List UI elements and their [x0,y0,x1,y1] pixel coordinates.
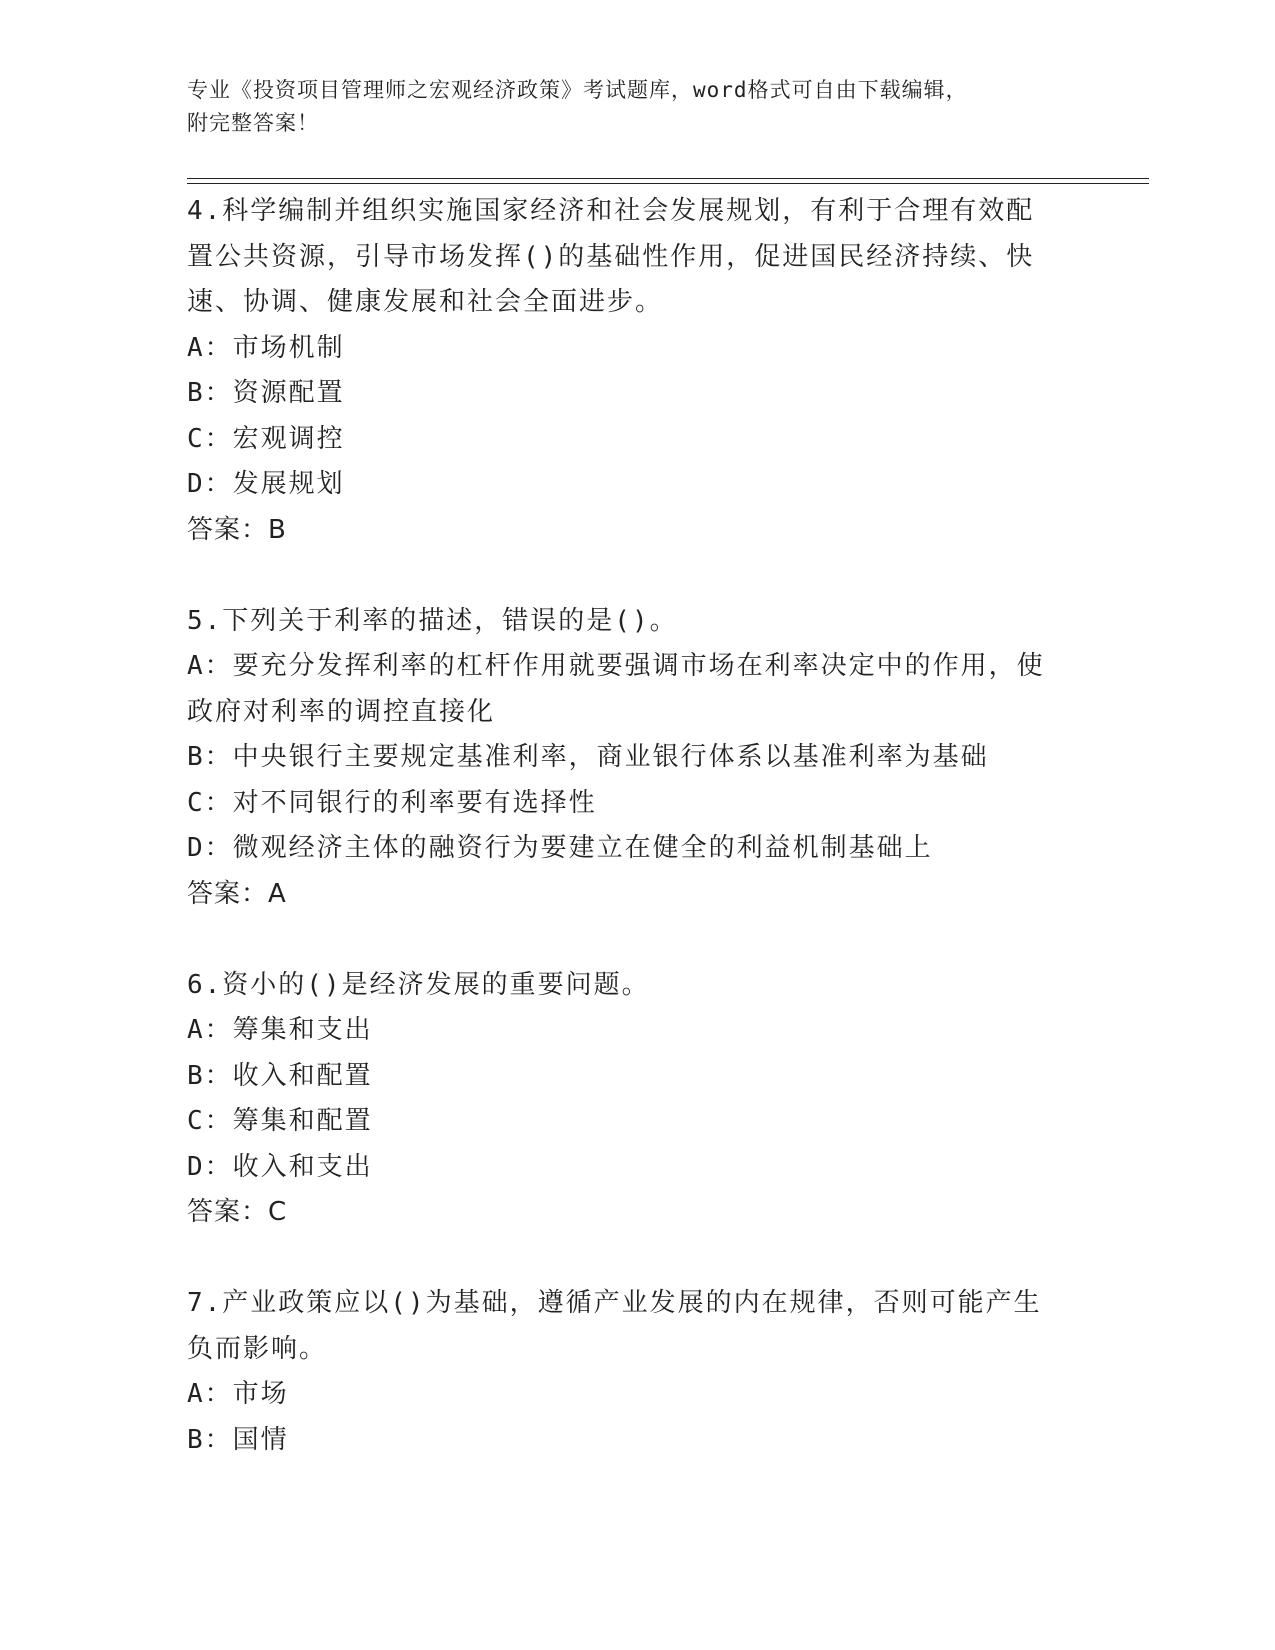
question-list [187,189,1087,1463]
header-line-1: 专业《投资项目管理师之宏观经济政策》考试题库，word格式可自由下载编辑， [187,78,968,102]
question-text-line: 7.产业政策应以()为基础，遵循产业发展的内在规律，否则可能产生 [187,1288,1042,1318]
option-d: D：发展规划 [187,469,345,499]
question-text-line: 速、协调、健康发展和社会全面进步。 [187,287,664,317]
option-b: B：国情 [187,1424,289,1455]
option-c: C：筹集和配置 [187,1106,373,1136]
spacer [187,917,1087,963]
option-b: B：中央银行主要规定基准利率，商业银行体系以基准利率为基础 [187,742,989,772]
question-text-line: 置公共资源，引导市场发挥()的基础性作用，促进国民经济持续、快 [187,241,1035,272]
header-divider-top [187,178,1149,179]
question-6 [187,963,1087,1236]
spacer [187,1236,1087,1282]
option-c: C：宏观调控 [187,423,345,454]
option-a: A：市场机制 [187,332,345,363]
answer: 答案：C [187,1197,288,1227]
question-4 [187,189,1087,553]
question-text-line: 负而影响。 [187,1333,328,1364]
answer: 答案：A [187,878,287,909]
document-header [187,74,1087,140]
answer: 答案：B [187,514,287,545]
option-a: A：市场 [187,1379,289,1409]
question-7 [187,1281,1087,1463]
option-a: A：筹集和支出 [187,1015,373,1045]
header-divider-bottom [187,183,1149,184]
question-text-line: 4.科学编制并组织实施国家经济和社会发展规划，有利于合理有效配 [187,196,1035,226]
spacer [187,553,1087,599]
question-text-line: 6.资小的()是经济发展的重要问题。 [187,969,650,1000]
question-text-line: 5.下列关于利率的描述，错误的是()。 [187,605,678,636]
option-a: A：要充分发挥利率的杠杆作用就要强调市场在利率决定中的作用，使 [187,651,1045,681]
option-d: D：微观经济主体的融资行为要建立在健全的利益机制基础上 [187,833,933,863]
option-d: D：收入和支出 [187,1151,373,1182]
header-line-2: 附完整答案！ [187,111,319,135]
option-b: B：资源配置 [187,378,345,408]
option-a-continued: 政府对利率的调控直接化 [187,696,496,727]
option-c: C：对不同银行的利率要有选择性 [187,787,597,818]
option-b: B：收入和配置 [187,1060,373,1091]
question-5 [187,599,1087,918]
